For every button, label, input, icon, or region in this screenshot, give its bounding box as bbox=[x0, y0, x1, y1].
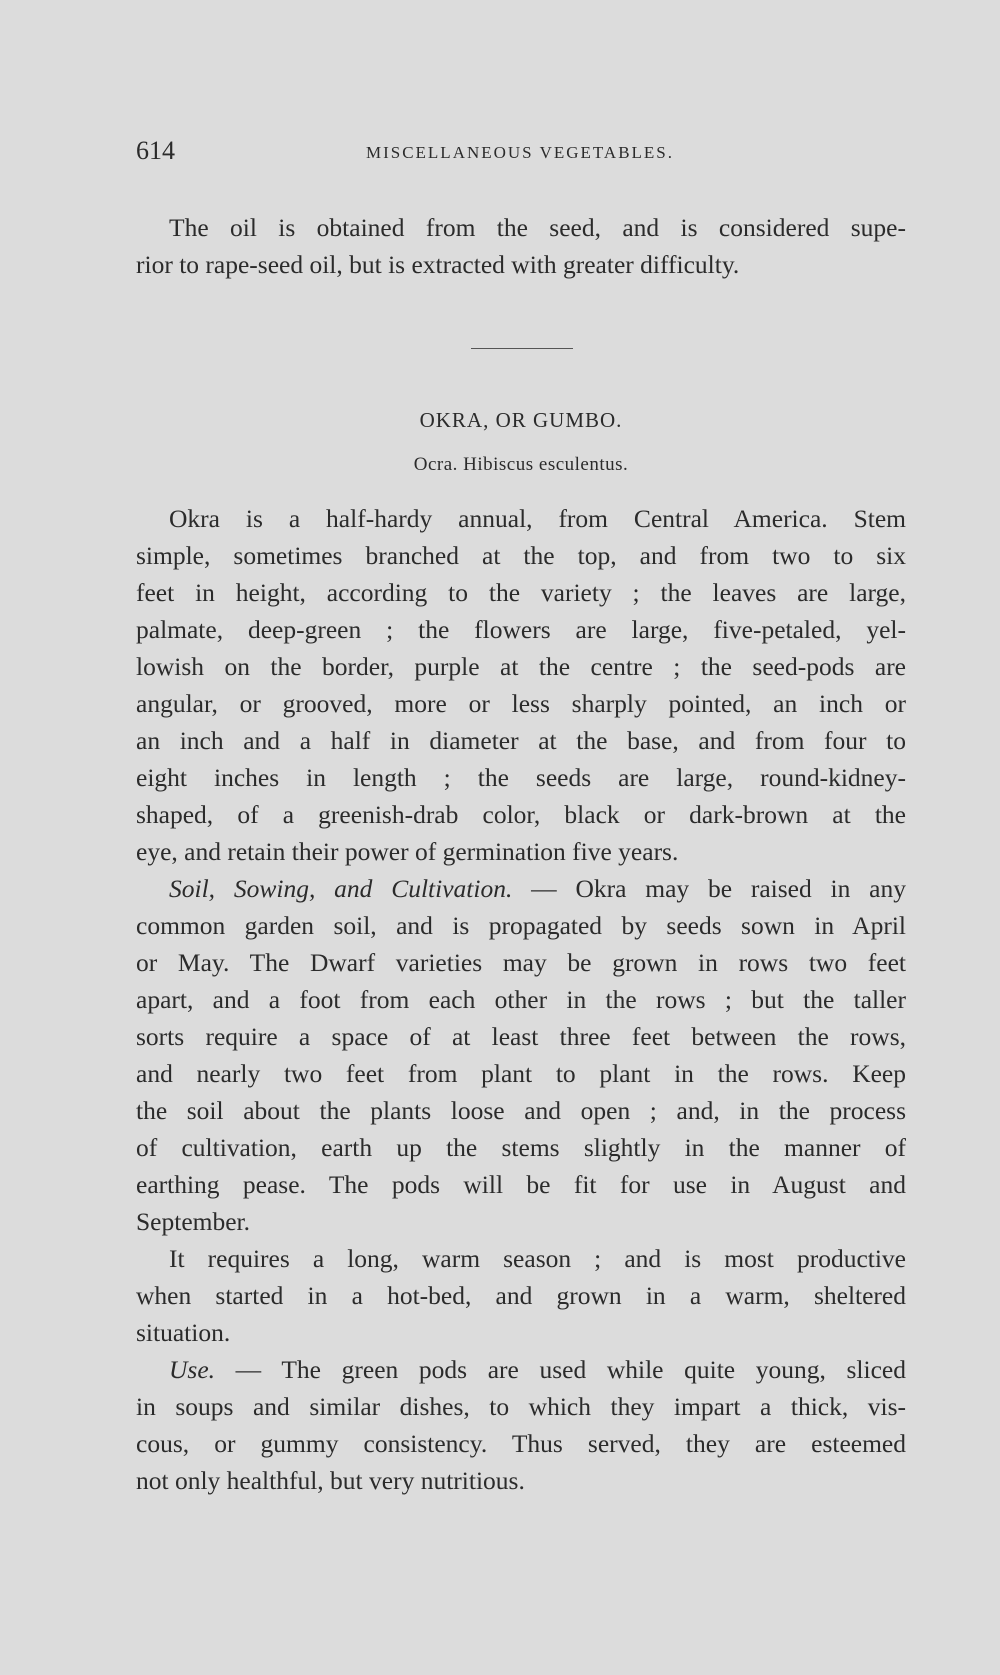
line-text: situation. bbox=[136, 1318, 231, 1347]
text-line bbox=[136, 1277, 906, 1314]
line-text: the soil about the plants loose and open ; and, in the process bbox=[136, 1096, 906, 1125]
line-text: September. bbox=[136, 1207, 251, 1236]
text-line bbox=[136, 574, 906, 611]
paragraph bbox=[136, 870, 906, 1240]
paragraph bbox=[136, 1351, 906, 1499]
text-line bbox=[136, 981, 906, 1018]
line-text: of cultivation, earth up the stems slightly in the manner of bbox=[136, 1133, 906, 1162]
running-head: MISCELLANEOUS VEGETABLES. bbox=[365, 143, 675, 162]
text-line: rior to rape-seed oil, but is extracted with greater difficulty. bbox=[136, 250, 740, 279]
text-line bbox=[136, 1092, 906, 1129]
text-line bbox=[136, 611, 906, 648]
text-line bbox=[136, 1425, 906, 1462]
text-line bbox=[136, 870, 906, 907]
line-text: lowish on the border, purple at the centre ; the seed-pods are bbox=[136, 652, 906, 681]
text-line bbox=[136, 1462, 906, 1499]
page-number: 614 bbox=[136, 136, 175, 165]
text-line bbox=[136, 759, 906, 796]
text-line bbox=[136, 1240, 906, 1277]
section-subtitle: Ocra. Hibiscus esculentus. bbox=[413, 454, 629, 475]
line-text: palmate, deep-green ; the flowers are large, five-petaled, yel- bbox=[136, 615, 906, 644]
section-divider bbox=[471, 348, 573, 349]
line-text: feet in height, according to the variety ; the leaves are large, bbox=[136, 578, 906, 607]
italic-lead: Use. bbox=[169, 1355, 216, 1384]
section-title: OKRA, OR GUMBO. bbox=[419, 408, 623, 432]
line-text: It requires a long, warm season ; and is most productive bbox=[169, 1244, 906, 1273]
text-line bbox=[136, 1018, 906, 1055]
body-text bbox=[136, 500, 906, 1499]
text-line bbox=[136, 1351, 906, 1388]
text-line bbox=[136, 1166, 906, 1203]
line-text: eye, and retain their power of germination five years. bbox=[136, 837, 679, 866]
text-line bbox=[136, 1055, 906, 1092]
text-line bbox=[136, 1314, 906, 1351]
text-line bbox=[136, 907, 906, 944]
line-text: when started in a hot-bed, and grown in a warm, sheltered bbox=[136, 1281, 906, 1310]
line-text: an inch and a half in diameter at the base, and from four to bbox=[136, 726, 906, 755]
italic-lead: Soil, Sowing, and Cultivation. bbox=[169, 874, 513, 903]
text-line bbox=[136, 833, 906, 870]
line-text: Okra is a half-hardy annual, from Central America. Stem bbox=[169, 504, 906, 533]
text-line bbox=[136, 944, 906, 981]
paragraph bbox=[136, 500, 906, 870]
intro-paragraph bbox=[136, 209, 906, 283]
text-line bbox=[136, 648, 906, 685]
text-line bbox=[136, 1129, 906, 1166]
text-line: The oil is obtained from the seed, and is considered supe- bbox=[169, 213, 906, 242]
line-text: common garden soil, and is propagated by seeds sown in April bbox=[136, 911, 906, 940]
text-line bbox=[136, 1388, 906, 1425]
line-text: simple, sometimes branched at the top, and from two to six bbox=[136, 541, 906, 570]
line-text: cous, or gummy consistency. Thus served, they are esteemed bbox=[136, 1429, 906, 1458]
line-text: eight inches in length ; the seeds are large, round-kidney- bbox=[136, 763, 906, 792]
line-text: not only healthful, but very nutritious. bbox=[136, 1466, 525, 1495]
text-line bbox=[136, 796, 906, 833]
line-text: earthing pease. The pods will be fit for use in August and bbox=[136, 1170, 906, 1199]
text-line bbox=[136, 685, 906, 722]
line-text: in soups and similar dishes, to which they impart a thick, vis- bbox=[136, 1392, 906, 1421]
text-line bbox=[136, 1203, 906, 1240]
text-line bbox=[136, 537, 906, 574]
line-text: — The green pods are used while quite young, sliced bbox=[215, 1355, 906, 1384]
line-text: shaped, of a greenish-drab color, black or dark-brown at the bbox=[136, 800, 906, 829]
line-text: — Okra may be raised in any bbox=[512, 874, 906, 903]
line-text: or May. The Dwarf varieties may be grown in rows two feet bbox=[136, 948, 906, 977]
line-text: angular, or grooved, more or less sharply pointed, an inch or bbox=[136, 689, 906, 718]
text-line bbox=[136, 500, 906, 537]
line-text: apart, and a foot from each other in the rows ; but the taller bbox=[136, 985, 906, 1014]
text-line bbox=[136, 722, 906, 759]
line-text: and nearly two feet from plant to plant in the rows. Keep bbox=[136, 1059, 906, 1088]
paragraph bbox=[136, 1240, 906, 1351]
line-text: sorts require a space of at least three feet between the rows, bbox=[136, 1022, 906, 1051]
